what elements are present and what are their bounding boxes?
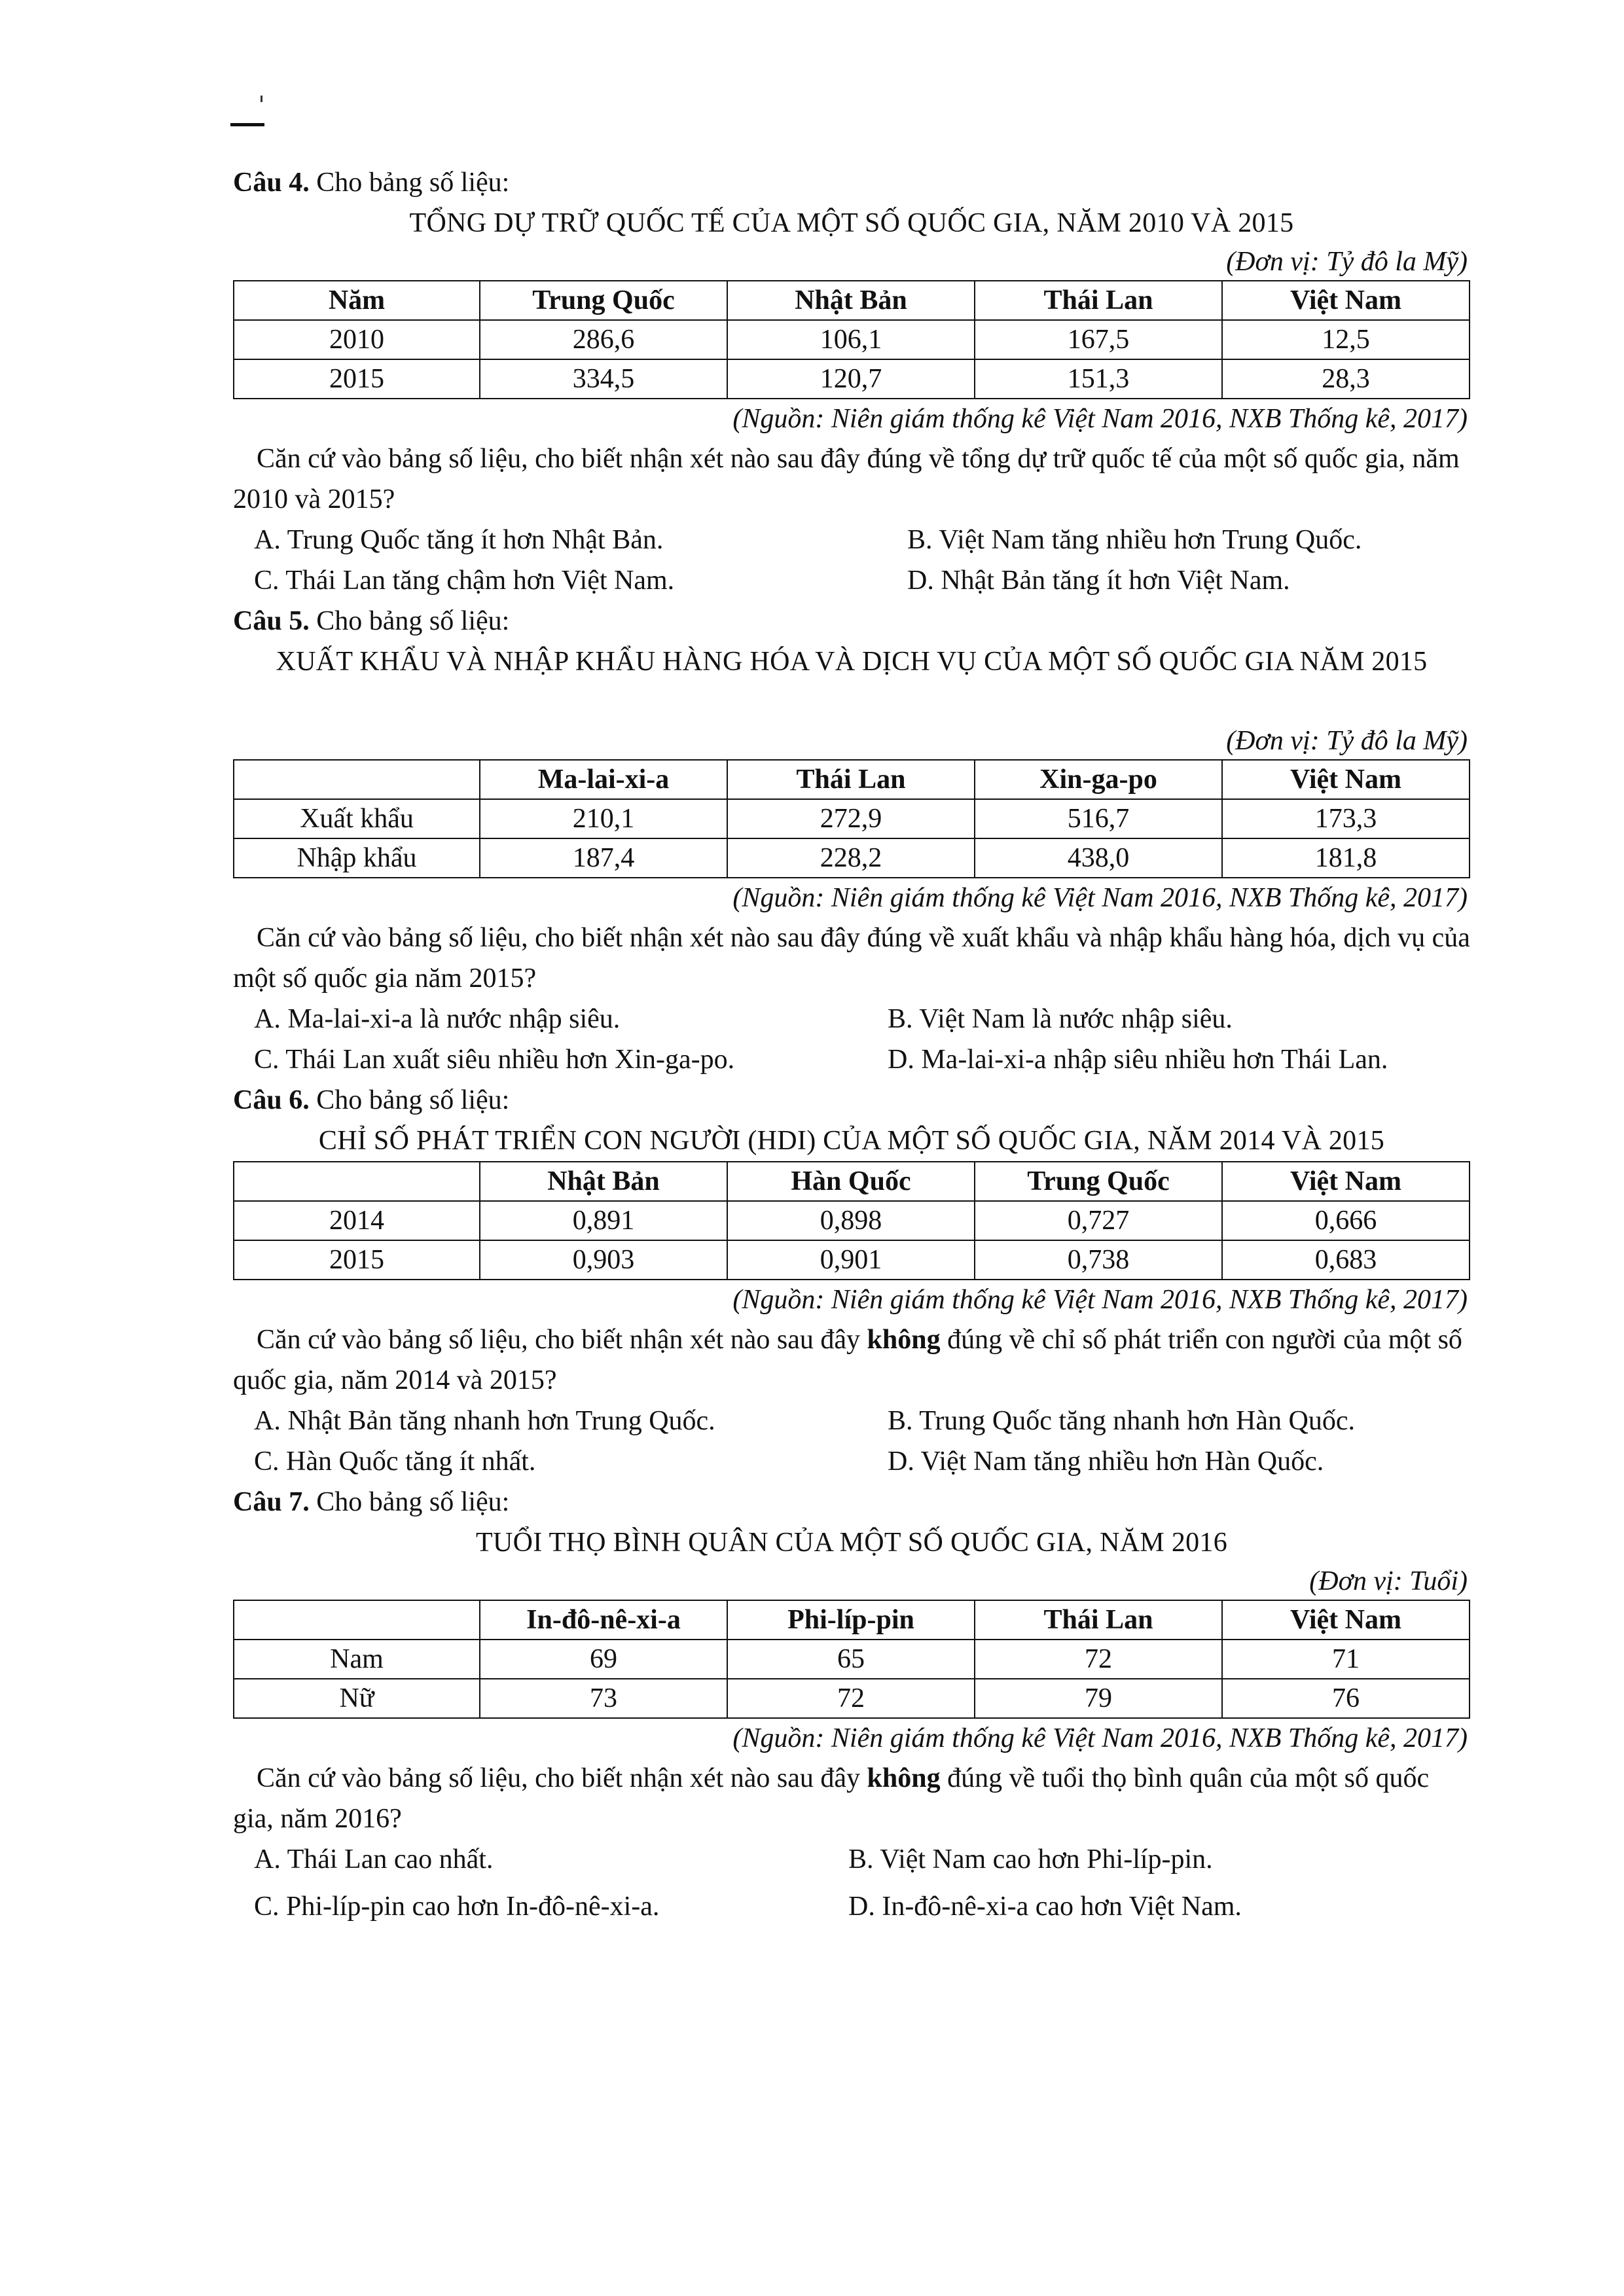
source-note: (Nguồn: Niên giám thống kê Việt Nam 2016, NXB Thống kê, 2017) (732, 1285, 1468, 1315)
table-title: XUẤT KHẨU VÀ NHẬP KHẨU HÀNG HÓA VÀ DỊCH VỤ CỦA MỘT SỐ QUỐC GIA NĂM 2015 (276, 647, 1428, 677)
header-cell: Thái Lan (975, 281, 1222, 320)
question-heading (233, 162, 1470, 203)
header-cell: Việt Nam (1222, 1600, 1470, 1640)
table-cell: Nhập khẩu (234, 838, 480, 878)
header-cell: Xin-ga-po (975, 760, 1222, 799)
header-cell: Trung Quốc (480, 281, 727, 320)
question-7 (233, 1482, 1470, 1931)
table-cell: 72 (727, 1679, 975, 1718)
question-label: Câu 4. (233, 168, 310, 198)
table-row (234, 1679, 1470, 1718)
table-row (234, 1640, 1470, 1679)
table-cell: 173,3 (1222, 799, 1470, 838)
table-row (234, 359, 1470, 399)
table-cell: 0,903 (480, 1240, 727, 1280)
header-cell: Nhật Bản (727, 281, 975, 320)
table-cell: 210,1 (480, 799, 727, 838)
question-label: Câu 7. (233, 1487, 310, 1517)
question-intro: Cho bảng số liệu: (309, 1487, 510, 1517)
option-c: C. Thái Lan xuất siêu nhiều hơn Xin-ga-po. (254, 1045, 735, 1075)
data-table (233, 280, 1470, 399)
table-cell: 0,898 (727, 1201, 975, 1240)
prompt-text: đúng về chỉ số phát triển con người của một số quốc gia, năm 2014 và 2015? (233, 1325, 1462, 1395)
question-intro: Cho bảng số liệu: (309, 606, 510, 636)
option-b: B. Việt Nam cao hơn Phi-líp-pin. (848, 1844, 1213, 1874)
prompt-text: Căn cứ vào bảng số liệu, cho biết nhận xét nào sau đây (257, 1763, 867, 1793)
table-cell: 2010 (234, 320, 480, 359)
option-c: C. Phi-líp-pin cao hơn In-đô-nê-xi-a. (254, 1892, 660, 1922)
table-cell: 438,0 (975, 838, 1222, 878)
option-d: D. Ma-lai-xi-a nhập siêu nhiều hơn Thái Lan. (888, 1045, 1388, 1075)
table-cell: 12,5 (1222, 320, 1470, 359)
table-cell: Xuất khẩu (234, 799, 480, 838)
table-cell: Nam (234, 1640, 480, 1679)
option-d: D. In-đô-nê-xi-a cao hơn Việt Nam. (848, 1892, 1242, 1922)
option-b: B. Việt Nam tăng nhiều hơn Trung Quốc. (907, 525, 1362, 555)
table-cell: 151,3 (975, 359, 1222, 399)
table-cell: 0,738 (975, 1240, 1222, 1280)
table-cell: 2015 (234, 1240, 480, 1280)
page-content (233, 162, 1470, 1931)
question-heading (233, 1482, 1470, 1522)
header-cell: Thái Lan (975, 1600, 1222, 1640)
source-note: (Nguồn: Niên giám thống kê Việt Nam 2016, NXB Thống kê, 2017) (732, 1723, 1468, 1753)
header-cell (234, 1600, 480, 1640)
option-b: B. Trung Quốc tăng nhanh hơn Hàn Quốc. (888, 1406, 1355, 1436)
question-heading (233, 601, 1470, 641)
data-table (233, 1600, 1470, 1719)
table-cell: Nữ (234, 1679, 480, 1718)
table-cell: 76 (1222, 1679, 1470, 1718)
table-header-row (234, 760, 1470, 799)
question-heading (233, 1080, 1470, 1121)
question-prompt (233, 1758, 1470, 1839)
header-cell (234, 1162, 480, 1201)
table-title: TỔNG DỰ TRỮ QUỐC TẾ CỦA MỘT SỐ QUỐC GIA, NĂM 2010 VÀ 2015 (409, 208, 1294, 238)
option-a: A. Ma-lai-xi-a là nước nhập siêu. (254, 1004, 621, 1034)
data-table (233, 759, 1470, 878)
prompt-text: đúng về tuổi thọ bình quân của một số quốc gia, năm 2016? (233, 1763, 1430, 1834)
header-cell: Năm (234, 281, 480, 320)
table-cell: 516,7 (975, 799, 1222, 838)
table-title: CHỈ SỐ PHÁT TRIỂN CON NGƯỜI (HDI) CỦA MỘT SỐ QUỐC GIA, NĂM 2014 VÀ 2015 (318, 1126, 1385, 1156)
table-row (234, 838, 1470, 878)
header-cell: Việt Nam (1222, 760, 1470, 799)
table-cell: 69 (480, 1640, 727, 1679)
table-cell: 0,891 (480, 1201, 727, 1240)
table-cell: 2014 (234, 1201, 480, 1240)
table-cell: 72 (975, 1640, 1222, 1679)
question-label: Câu 5. (233, 606, 310, 636)
table-cell: 65 (727, 1640, 975, 1679)
option-d: D. Việt Nam tăng nhiều hơn Hàn Quốc. (888, 1446, 1324, 1477)
table-row (234, 1201, 1470, 1240)
table-cell: 272,9 (727, 799, 975, 838)
header-cell: Phi-líp-pin (727, 1600, 975, 1640)
option-c: C. Hàn Quốc tăng ít nhất. (254, 1446, 536, 1477)
question-prompt: Căn cứ vào bảng số liệu, cho biết nhận xét nào sau đây đúng về xuất khẩu và nhập khẩu hàng hóa, dịch vụ của một số quốc gia năm 2015? (233, 923, 1470, 994)
unit-note: (Đơn vị: Tỷ đô la Mỹ) (1226, 726, 1468, 756)
header-cell: Thái Lan (727, 760, 975, 799)
table-cell: 0,901 (727, 1240, 975, 1280)
option-a: A. Trung Quốc tăng ít hơn Nhật Bản. (254, 525, 664, 555)
question-4 (233, 162, 1470, 601)
table-cell: 106,1 (727, 320, 975, 359)
question-intro: Cho bảng số liệu: (309, 168, 510, 198)
table-header-row (234, 281, 1470, 320)
header-cell: Việt Nam (1222, 281, 1470, 320)
answer-options (233, 1839, 1470, 1931)
header-cell: Việt Nam (1222, 1162, 1470, 1201)
table-cell: 0,666 (1222, 1201, 1470, 1240)
prompt-emphasis: không (867, 1763, 941, 1793)
table-cell: 0,727 (975, 1201, 1222, 1240)
header-cell (234, 760, 480, 799)
table-cell: 228,2 (727, 838, 975, 878)
data-table (233, 1161, 1470, 1280)
corner-dash-mark (230, 123, 264, 126)
table-cell: 181,8 (1222, 838, 1470, 878)
option-d: D. Nhật Bản tăng ít hơn Việt Nam. (907, 565, 1290, 596)
prompt-text: Căn cứ vào bảng số liệu, cho biết nhận xét nào sau đây (257, 1325, 867, 1355)
table-cell: 2015 (234, 359, 480, 399)
question-prompt: Căn cứ vào bảng số liệu, cho biết nhận xét nào sau đây đúng về tổng dự trữ quốc tế của một số quốc gia, năm 2010 và 2015? (233, 444, 1460, 514)
corner-tick-mark (261, 96, 262, 102)
option-a: A. Thái Lan cao nhất. (254, 1844, 494, 1874)
table-cell: 79 (975, 1679, 1222, 1718)
unit-note: (Đơn vị: Tuổi) (1309, 1566, 1468, 1596)
table-header-row (234, 1162, 1470, 1201)
table-row (234, 320, 1470, 359)
table-cell: 71 (1222, 1640, 1470, 1679)
table-cell: 73 (480, 1679, 727, 1718)
header-cell: Hàn Quốc (727, 1162, 975, 1201)
table-title: TUỔI THỌ BÌNH QUÂN CỦA MỘT SỐ QUỐC GIA, NĂM 2016 (475, 1528, 1228, 1558)
table-row (234, 799, 1470, 838)
header-cell: Ma-lai-xi-a (480, 760, 727, 799)
table-row (234, 1240, 1470, 1280)
answer-options (233, 520, 1470, 601)
unit-note: (Đơn vị: Tỷ đô la Mỹ) (1226, 247, 1468, 277)
source-note: (Nguồn: Niên giám thống kê Việt Nam 2016, NXB Thống kê, 2017) (732, 404, 1468, 434)
answer-options (233, 1401, 1470, 1482)
question-label: Câu 6. (233, 1085, 310, 1115)
question-prompt (233, 1319, 1470, 1401)
table-cell: 120,7 (727, 359, 975, 399)
question-5 (233, 601, 1470, 1080)
option-a: A. Nhật Bản tăng nhanh hơn Trung Quốc. (254, 1406, 715, 1436)
table-cell: 334,5 (480, 359, 727, 399)
option-b: B. Việt Nam là nước nhập siêu. (888, 1004, 1233, 1034)
source-note: (Nguồn: Niên giám thống kê Việt Nam 2016, NXB Thống kê, 2017) (732, 883, 1468, 913)
question-intro: Cho bảng số liệu: (309, 1085, 510, 1115)
option-c: C. Thái Lan tăng chậm hơn Việt Nam. (254, 565, 675, 596)
header-cell: In-đô-nê-xi-a (480, 1600, 727, 1640)
answer-options (233, 999, 1470, 1080)
header-cell: Trung Quốc (975, 1162, 1222, 1201)
prompt-emphasis: không (867, 1325, 941, 1355)
table-cell: 0,683 (1222, 1240, 1470, 1280)
table-cell: 286,6 (480, 320, 727, 359)
question-6 (233, 1080, 1470, 1482)
table-header-row (234, 1600, 1470, 1640)
header-cell: Nhật Bản (480, 1162, 727, 1201)
table-cell: 187,4 (480, 838, 727, 878)
table-cell: 167,5 (975, 320, 1222, 359)
table-cell: 28,3 (1222, 359, 1470, 399)
